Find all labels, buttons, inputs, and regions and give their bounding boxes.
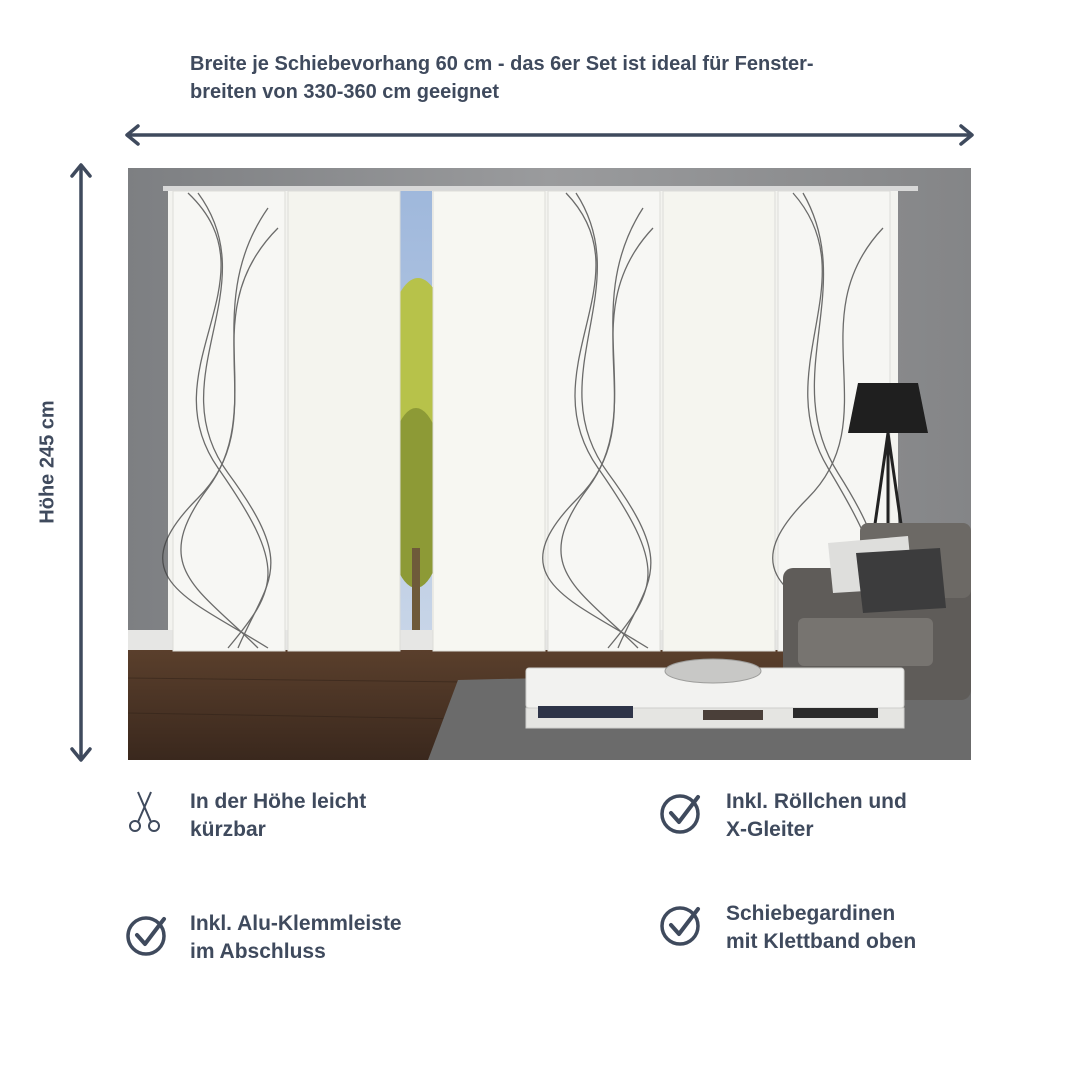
feature-item — [658, 900, 916, 956]
width-description — [190, 50, 950, 106]
feature-line-2: kürzbar — [190, 818, 266, 841]
feature-line-2: mit Klettband oben — [726, 930, 917, 953]
feature-item — [658, 788, 907, 844]
feature-line-1: Inkl. Alu-Klemmleiste — [190, 912, 402, 935]
feature-line-2: X-Gleiter — [726, 818, 814, 841]
feature-item — [124, 788, 366, 844]
feature-item — [124, 910, 402, 966]
check-circle-icon — [658, 788, 706, 836]
height-label-text: Höhe 245 cm — [36, 400, 59, 524]
feature-line-2: im Abschluss — [190, 940, 326, 963]
feature-line-1: Inkl. Röllchen und — [726, 790, 907, 813]
check-circle-icon — [658, 900, 706, 948]
check-circle-icon — [124, 910, 172, 958]
room-scene-illustration — [128, 168, 971, 760]
width-description-line-2: breiten von 330-360 cm geeignet — [190, 81, 500, 103]
width-arrow-icon — [122, 120, 977, 150]
feature-line-1: Schiebegardinen — [726, 902, 896, 925]
room-photo — [128, 168, 971, 760]
feature-line-1: In der Höhe leicht — [190, 790, 367, 813]
width-description-line-1: Breite je Schiebevorhang 60 cm - das 6er Set ist ideal für Fenster- — [190, 53, 814, 75]
scissors-icon — [124, 788, 172, 836]
height-arrow-icon — [66, 160, 96, 765]
